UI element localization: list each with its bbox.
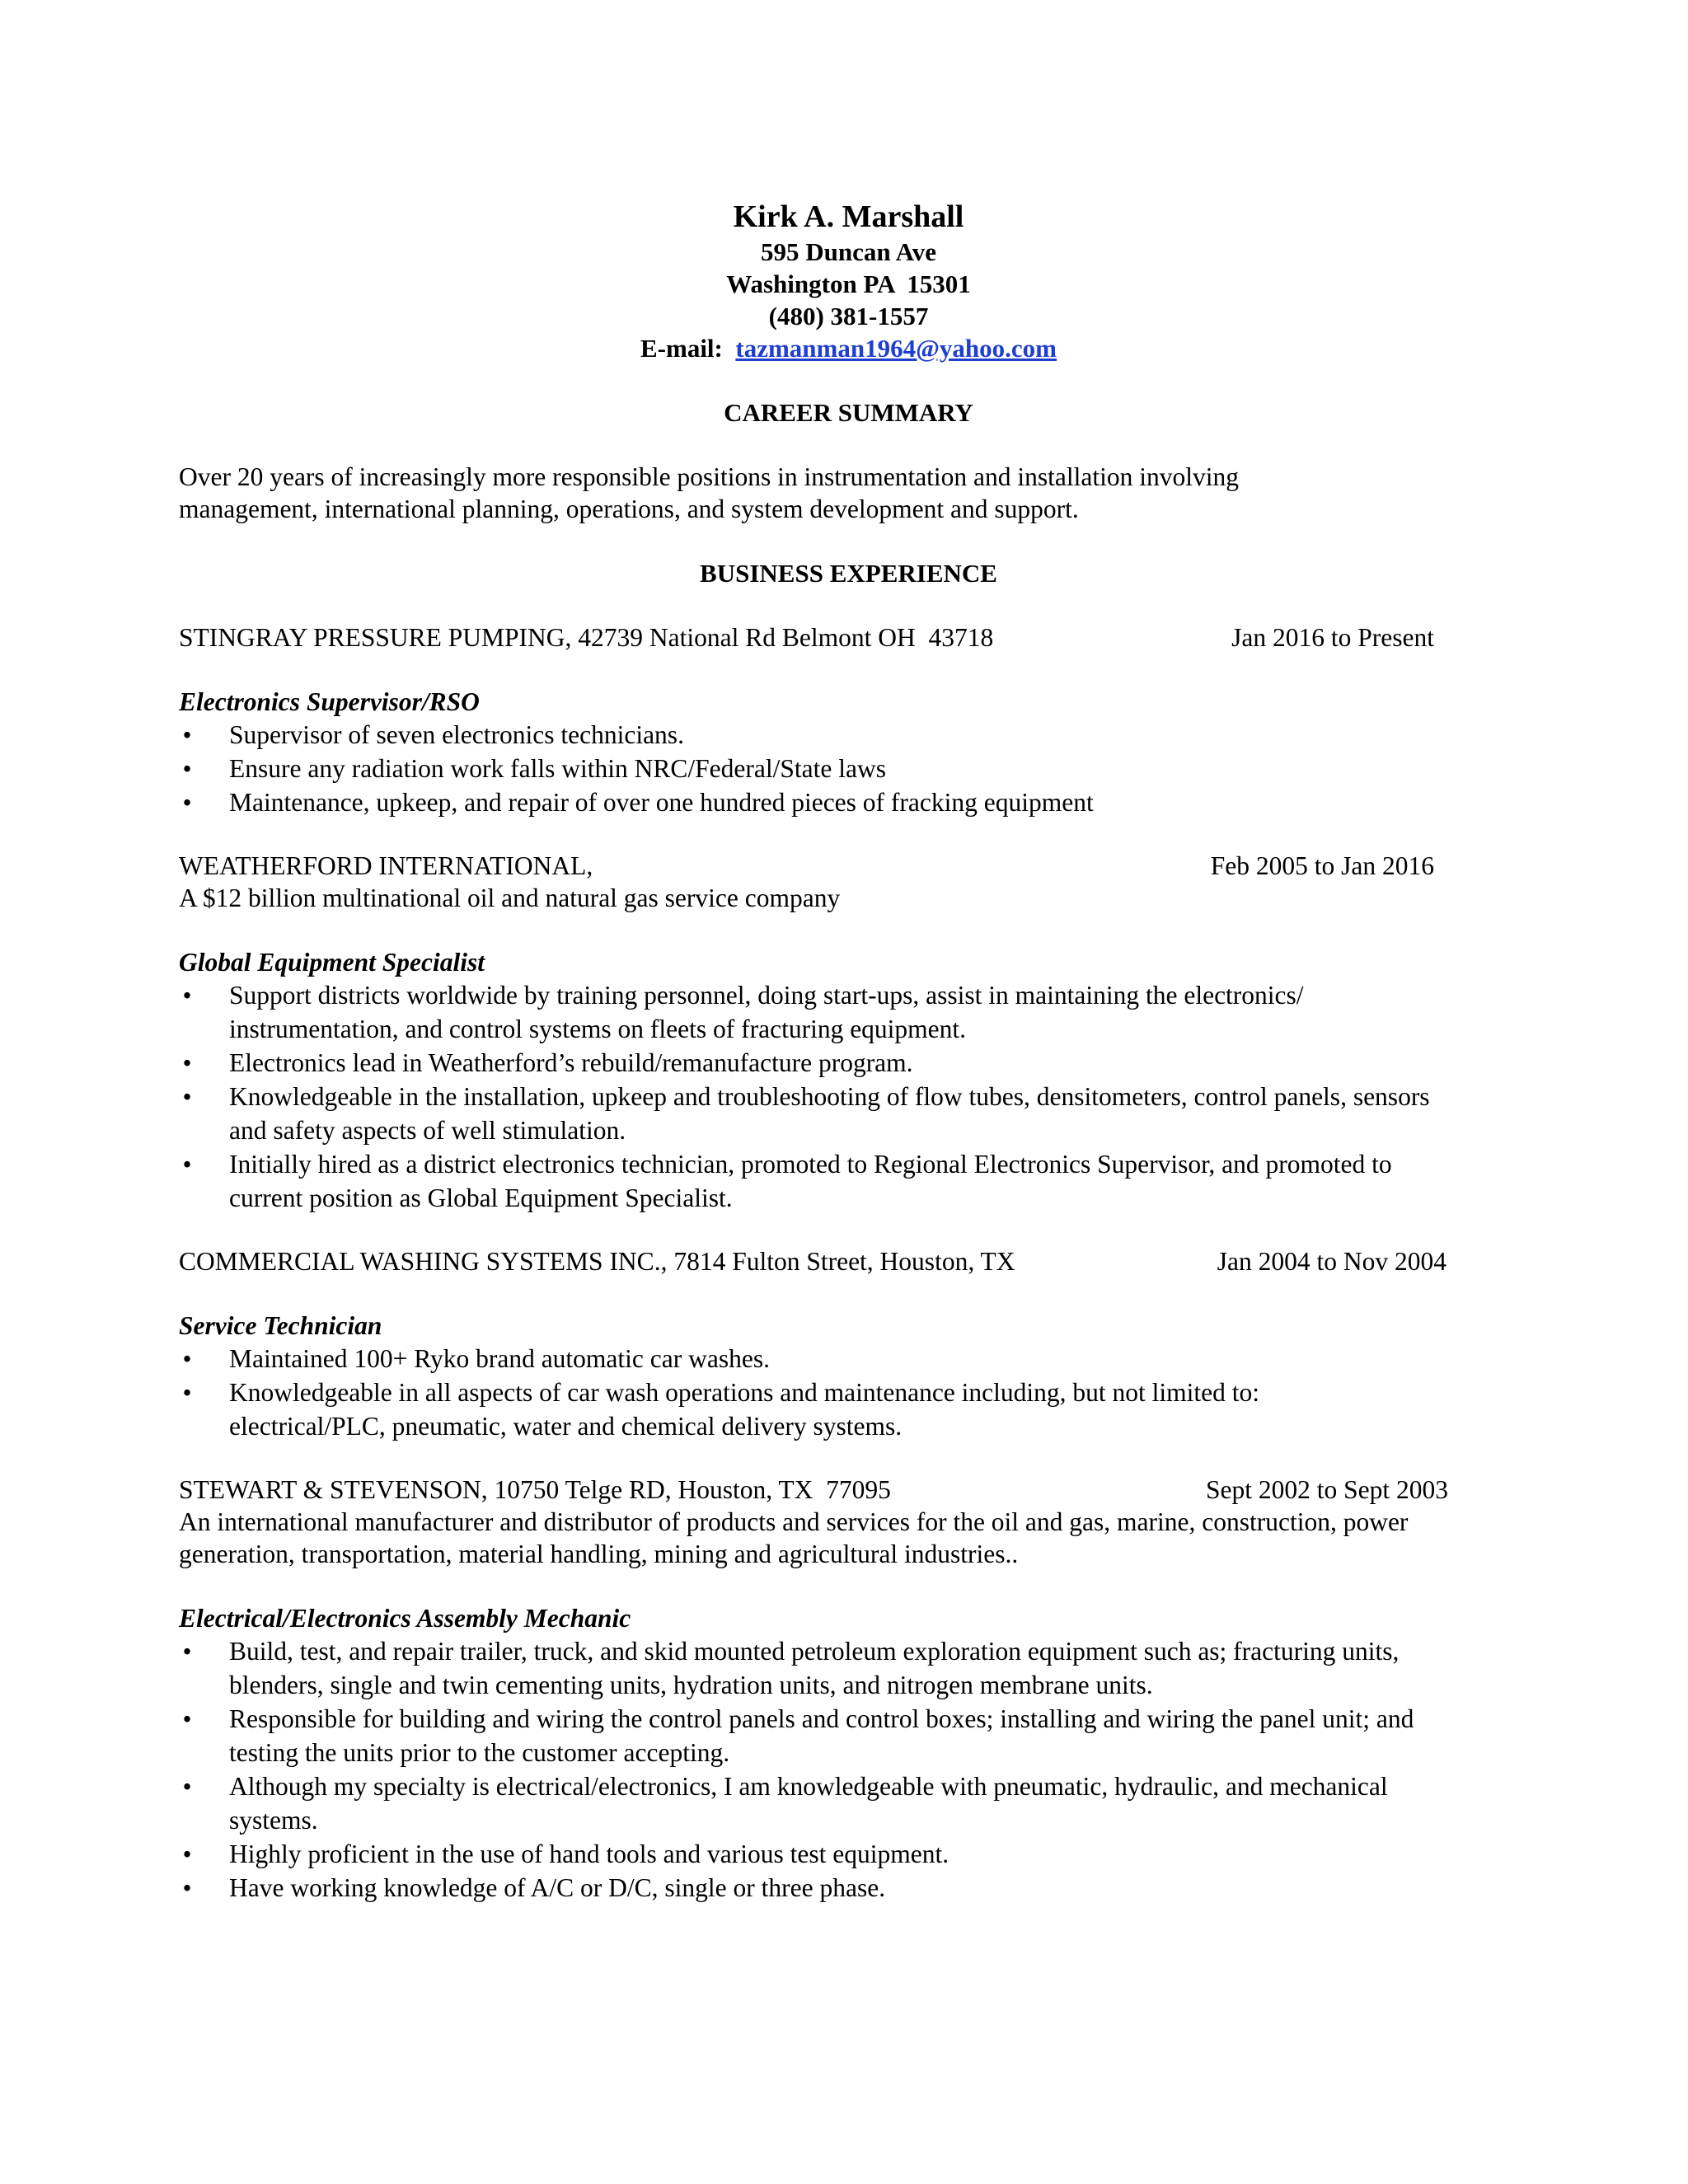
job-header <box>179 1474 1448 1506</box>
bullet-icon: • <box>182 1704 192 1733</box>
job-role: Electronics Supervisor/RSO <box>179 687 480 716</box>
email-label: E-mail: <box>640 334 723 363</box>
phone-number: (480) 381-1557 <box>768 302 929 330</box>
job-bullets <box>179 1342 1349 1443</box>
job-header <box>179 850 1434 882</box>
job-company: COMMERCIAL WASHING SYSTEMS INC., 7814 Fulton Street, Houston, TX <box>179 1247 1015 1276</box>
job-entry <box>179 1245 1452 1443</box>
job-dates: Feb 2005 to Jan 2016 <box>1210 851 1434 880</box>
bullet-item: • Build, test, and repair trailer, truck, and skid mounted petroleum exploration equipment such as; fracturing units, blenders, single and twin cementing units, hydration units, and nitrogen membrane units. <box>179 1634 1452 1702</box>
bullet-item: • Although my specialty is electrical/electronics, I am knowledgeable with pneumatic, hydraulic, and mechanical systems. <box>179 1769 1452 1837</box>
job-role: Electrical/Electronics Assembly Mechanic <box>179 1604 631 1633</box>
job-bullets <box>179 978 1448 1215</box>
job-company: STINGRAY PRESSURE PUMPING, 42739 National Rd Belmont OH 43718 <box>179 623 994 652</box>
bullet-icon: • <box>182 1637 192 1666</box>
bullet-icon: • <box>182 788 192 817</box>
bullet-item: • Supervisor of seven electronics technicians. <box>179 718 1452 752</box>
career-summary-text: Over 20 years of increasingly more responsible positions in instrumentation and installation involving management, international planning, operations, and system development and support. <box>179 462 1240 523</box>
resume-header <box>212 198 1485 364</box>
job-bullets <box>179 718 1452 819</box>
bullet-item: • Highly proficient in the use of hand tools and various test equipment. <box>179 1837 1452 1871</box>
bullet-item: • Maintained 100+ Ryko brand automatic car washes. <box>179 1342 1349 1376</box>
bullet-icon: • <box>182 1873 192 1902</box>
resume-page <box>179 198 1452 1905</box>
bullet-item: • Initially hired as a district electronics technician, promoted to Regional Electronics Supervisor, and promoted to current position as Global Equipment Specialist. <box>179 1147 1448 1215</box>
job-entry <box>179 1474 1452 1905</box>
email-link[interactable]: tazmanman1964@yahoo.com <box>735 334 1057 363</box>
career-summary-title: CAREER SUMMARY <box>724 398 973 427</box>
bullet-icon: • <box>182 1344 192 1373</box>
bullet-item: • Have working knowledge of A/C or D/C, single or three phase. <box>179 1871 1452 1905</box>
business-experience-title: BUSINESS EXPERIENCE <box>700 559 997 588</box>
bullet-icon: • <box>182 720 192 749</box>
bullet-icon: • <box>182 981 192 1010</box>
bullet-icon: • <box>182 1048 192 1077</box>
bullet-item: • Responsible for building and wiring the control panels and control boxes; installing and wiring the panel unit; and testing the units prior to the customer accepting. <box>179 1702 1452 1769</box>
job-entry <box>179 621 1452 819</box>
candidate-name: Kirk A. Marshall <box>733 199 964 234</box>
address-line-2: Washington PA 15301 <box>726 269 971 298</box>
job-dates: Jan 2016 to Present <box>1231 623 1434 652</box>
email-line <box>212 332 1485 364</box>
job-dates: Sept 2002 to Sept 2003 <box>1205 1475 1448 1504</box>
bullet-item: • Knowledgeable in the installation, upkeep and troubleshooting of flow tubes, densitometers, control panels, sensors and safety aspects of well stimulation. <box>179 1080 1448 1147</box>
job-dates: Jan 2004 to Nov 2004 <box>1217 1247 1447 1276</box>
bullet-icon: • <box>182 754 192 783</box>
bullet-item: • Knowledgeable in all aspects of car wash operations and maintenance including, but not limited to: electrical/PLC, pneumatic, water and chemical delivery systems. <box>179 1376 1349 1443</box>
job-company: STEWART & STEVENSON, 10750 Telge RD, Houston, TX 77095 <box>179 1475 891 1504</box>
bullet-icon: • <box>182 1378 192 1407</box>
bullet-icon: • <box>182 1840 192 1868</box>
address-line-1: 595 Duncan Ave <box>760 237 936 266</box>
job-role: Global Equipment Specialist <box>179 948 485 977</box>
bullet-icon: • <box>182 1150 192 1179</box>
bullet-item: • Ensure any radiation work falls within NRC/Federal/State laws <box>179 752 1452 785</box>
job-bullets <box>179 1634 1452 1905</box>
job-description: A $12 billion multinational oil and natural gas service company <box>179 883 841 912</box>
bullet-item: • Support districts worldwide by training personnel, doing start-ups, assist in maintaining the electronics/ instrumentation, and control systems on fleets of fracturing equipment. <box>179 978 1448 1046</box>
job-header <box>179 1245 1447 1277</box>
job-entry <box>179 850 1452 1215</box>
bullet-icon: • <box>182 1772 192 1801</box>
job-header <box>179 621 1434 654</box>
bullet-icon: • <box>182 1082 192 1111</box>
bullet-item: • Electronics lead in Weatherford’s rebuild/remanufacture program. <box>179 1046 1448 1080</box>
bullet-item: • Maintenance, upkeep, and repair of over one hundred pieces of fracking equipment <box>179 785 1452 819</box>
job-role: Service Technician <box>179 1311 382 1340</box>
job-description: An international manufacturer and distributor of products and services for the oil and gas, marine, construction, power generation, transportation, material handling, mining and agricultural industries.. <box>179 1507 1409 1568</box>
job-company: WEATHERFORD INTERNATIONAL, <box>179 851 593 880</box>
